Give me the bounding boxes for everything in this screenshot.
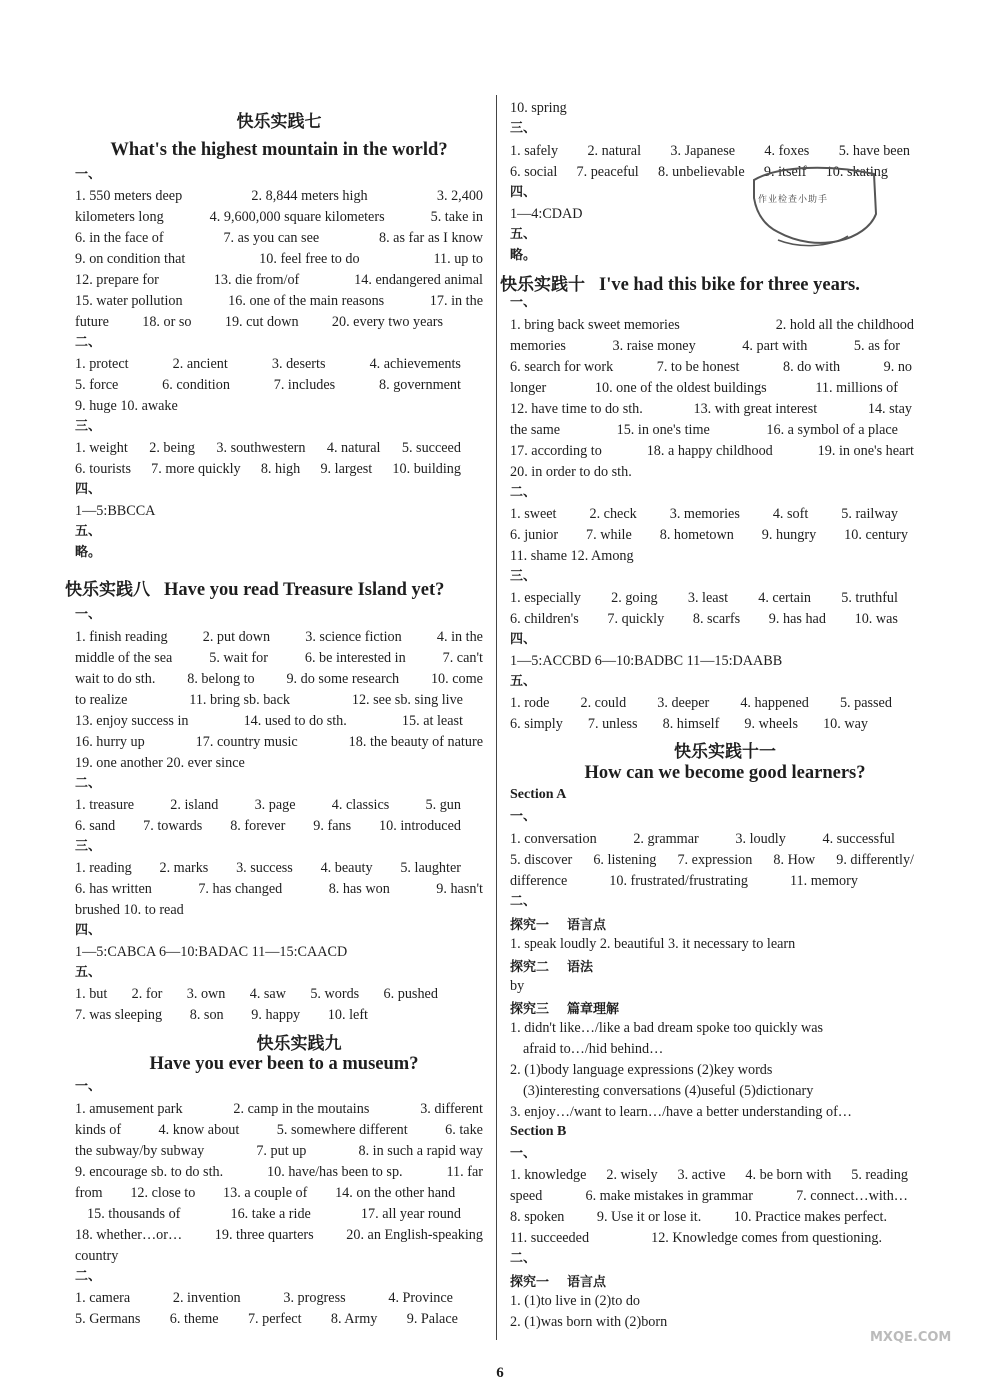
section-label: 一、 (75, 607, 102, 622)
answer-line: 15. thousands of 16. take a ride 17. all year round (87, 1206, 461, 1222)
answer-line: 1. reading 2. marks 3. success 4. beauty 5. laughter (75, 860, 461, 876)
answer-line: 1. conversation 2. grammar 3. loudly 4. successful (510, 831, 895, 847)
answer-line: 16. hurry up 17. country music 18. the beauty of nature (75, 734, 483, 750)
answer-line: 17. according to 18. a happy childhood 19. in one's heart (510, 443, 914, 459)
answer-line: 1. but 2. for 3. own 4. saw 5. words 6. pushed (75, 986, 438, 1002)
answer-line: speed 6. make mistakes in grammar 7. connect…with… (510, 1188, 908, 1204)
answer-line: 12. prepare for 13. die from/of 14. endangered animal (75, 272, 483, 288)
answer-line: by (510, 978, 525, 994)
section-label: 一、 (510, 295, 537, 310)
practice11-cn-title: 快乐实践十一 (674, 742, 776, 762)
practice9-cn-title: 快乐实践九 (256, 1034, 342, 1054)
answer-line: the same 15. in one's time 16. a symbol of a place (510, 422, 898, 438)
answer-line: 19. one another 20. ever since (75, 755, 245, 771)
answer-line: 11. succeeded 12. Knowledge comes from questioning. (510, 1230, 882, 1246)
explore2-heading: 探究二 语法 (510, 960, 594, 975)
section-label: 二、 (510, 485, 537, 500)
practice9-en-title: Have you ever been to a museum? (149, 1054, 419, 1074)
answer-line: 3. enjoy…/want to learn…/have a better understanding of… (510, 1104, 852, 1120)
answer-line: to realize 11. bring sb. back 12. see sb. sing live (75, 692, 463, 708)
answer-line: 6. has written 7. has changed 8. has won 9. hasn't (75, 881, 483, 897)
answer-line: 10. spring (510, 100, 567, 116)
section-label: 二、 (75, 335, 102, 350)
answer-line: 1. 550 meters deep 2. 8,844 meters high 3. 2,400 (75, 188, 483, 204)
section-label: 三、 (510, 569, 537, 584)
section-label: 三、 (75, 839, 102, 854)
answer-line: middle of the sea 5. wait for 6. be interested in 7. can't (75, 650, 483, 666)
explore3-heading: 探究三 篇章理解 (510, 1002, 620, 1017)
answer-line: 1. sweet 2. check 3. memories 4. soft 5. railway (510, 506, 898, 522)
answer-line: 5. force 6. condition 7. includes 8. government (75, 377, 461, 393)
answer-line: wait to do sth. 8. belong to 9. do some research 10. come (75, 671, 483, 687)
answer-line: 1—5:CABCA 6—10:BADAC 11—15:CAACD (75, 944, 348, 960)
answer-line: 1—5:ACCBD 6—10:BADBC 11—15:DAABB (510, 653, 783, 669)
practice10-en-title: I've had this bike for three years. (599, 275, 860, 295)
explore1-heading: 探究一 语言点 (510, 1275, 607, 1290)
answer-line: 1. finish reading 2. put down 3. science fiction 4. in the (75, 629, 483, 645)
answer-line: 1. protect 2. ancient 3. deserts 4. achievements (75, 356, 461, 372)
section-label: 一、 (510, 809, 537, 824)
answer-line: 5. Germans 6. theme 7. perfect 8. Army 9. Palace (75, 1311, 458, 1327)
watermark-logo: MXQE.COM (870, 1330, 952, 1345)
answer-line: 1. amusement park 2. camp in the moutains 3. different (75, 1101, 483, 1117)
stamp-label: 作业检查小助手 (758, 195, 829, 205)
section-label: 五、 (75, 965, 102, 980)
answer-line: 1. weight 2. being 3. southwestern 4. natural 5. succeed (75, 440, 461, 456)
answer-line: (3)interesting conversations (4)useful (5)dictionary (523, 1083, 814, 1099)
section-label: 二、 (75, 776, 102, 791)
answer-line: 6. simply 7. unless 8. himself 9. wheels 10. way (510, 716, 868, 732)
section-label: 三、 (510, 121, 537, 136)
answer-line: 1—4:CDAD (510, 206, 583, 222)
answer-line: memories 3. raise money 4. part with 5. as for (510, 338, 900, 354)
section-label: 二、 (510, 1251, 537, 1266)
answer-line: afraid to…/hid behind… (523, 1041, 664, 1057)
answer-line: 15. water pollution 16. one of the main reasons 17. in the (75, 293, 483, 309)
checker-stamp (748, 144, 880, 256)
answer-line: longer 10. one of the oldest buildings 11. millions of (510, 380, 898, 396)
answer-line: 6. junior 7. while 8. hometown 9. hungry 10. century (510, 527, 908, 543)
explore1-heading: 探究一 语言点 (510, 918, 607, 933)
answer-line: 18. whether…or… 19. three quarters 20. an English-speaking (75, 1227, 483, 1243)
answer-line: 1. bring back sweet memories 2. hold all the childhood (510, 317, 914, 333)
section-label: 五、 (75, 524, 102, 539)
answer-line: 7. was sleeping 8. son 9. happy 10. left (75, 1007, 368, 1023)
answer-line: difference 10. frustrated/frustrating 11. memory (510, 873, 858, 889)
answer-line: 11. shame 12. Among (510, 548, 634, 564)
answer-line: 9. on condition that 10. feel free to do 11. up to (75, 251, 483, 267)
answer-line: 13. enjoy success in 14. used to do sth. 15. at least (75, 713, 463, 729)
omitted-note: 略。 (510, 248, 537, 263)
answer-line: 20. in order to do sth. (510, 464, 632, 480)
section-label: 一、 (510, 1146, 537, 1161)
practice10-header (500, 270, 920, 296)
practice7-en-title: What's the highest mountain in the world? (110, 140, 448, 160)
answer-line: country (75, 1248, 119, 1264)
section-label: 四、 (75, 923, 102, 938)
section-label: 一、 (75, 167, 102, 182)
answer-line: brushed 10. to read (75, 902, 184, 918)
section-label: 二、 (75, 1269, 102, 1284)
practice8-cn-title: 快乐实践八 (65, 580, 150, 600)
answer-line: future 18. or so 19. cut down 20. every two years (75, 314, 443, 330)
answer-line: 2. (1)body language expressions (2)key words (510, 1062, 773, 1078)
answer-line: 1. speak loudly 2. beautiful 3. it necessary to learn (510, 936, 796, 952)
answer-line: 6. search for work 7. to be honest 8. do with 9. no (510, 359, 912, 375)
answer-line: 2. (1)was born with (2)born (510, 1314, 668, 1330)
practice8-en-title: Have you read Treasure Island yet? (164, 580, 445, 600)
section-label: 三、 (75, 419, 102, 434)
answer-line: the subway/by subway 7. put up 8. in such a rapid way (75, 1143, 483, 1159)
answer-line: 9. encourage sb. to do sth. 10. have/has been to sp. 11. far (75, 1164, 483, 1180)
answer-line: 1. knowledge 2. wisely 3. active 4. be born with 5. reading (510, 1167, 908, 1183)
answer-line: 1. camera 2. invention 3. progress 4. Province (75, 1290, 453, 1306)
answer-line: 9. huge 10. awake (75, 398, 178, 414)
section-label: 五、 (510, 674, 537, 689)
section-label: 四、 (75, 482, 102, 497)
column-divider (496, 95, 497, 1340)
answer-line: 5. discover 6. listening 7. expression 8. How 9. differently/ (510, 852, 914, 868)
page-number: 6 (496, 1365, 504, 1381)
practice8-header (65, 575, 483, 601)
answer-line: 1. rode 2. could 3. deeper 4. happened 5. passed (510, 695, 892, 711)
omitted-note: 略。 (75, 545, 102, 560)
answer-line: 1. treasure 2. island 3. page 4. classics 5. gun (75, 797, 461, 813)
section-label: 四、 (510, 632, 537, 647)
answer-line: 1. especially 2. going 3. least 4. certain 5. truthful (510, 590, 898, 606)
answer-line: 1. (1)to live in (2)to do (510, 1293, 641, 1309)
answer-line: kinds of 4. know about 5. somewhere different 6. take (75, 1122, 483, 1138)
answer-line: kilometers long 4. 9,600,000 square kilometers 5. take in (75, 209, 483, 225)
answer-line: from 12. close to 13. a couple of 14. on the other hand (75, 1185, 456, 1201)
answer-line: 6. sand 7. towards 8. forever 9. fans 10. introduced (75, 818, 461, 834)
answer-line: 6. children's 7. quickly 8. scarfs 9. has had 10. was (510, 611, 898, 627)
answer-line: 8. spoken 9. Use it or lose it. 10. Practice makes perfect. (510, 1209, 887, 1225)
answer-line: 1—5:BBCCA (75, 503, 156, 519)
answer-line: 6. tourists 7. more quickly 8. high 9. largest 10. building (75, 461, 461, 477)
practice7-cn-title: 快乐实践七 (236, 112, 322, 132)
answer-line: 1. safely 2. natural 3. Japanese 4. foxes 5. have been (510, 143, 910, 159)
answer-line: 1. didn't like…/like a bad dream spoke too quickly was (510, 1020, 824, 1036)
answer-line: 6. social 7. peaceful 8. unbelievable 9. itself 10. skating (510, 164, 888, 180)
section-b-heading: Section B (510, 1124, 567, 1139)
practice11-en-title: How can we become good learners? (584, 763, 866, 783)
answer-line: 12. have time to do sth. 13. with great interest 14. stay (510, 401, 912, 417)
section-a-heading: Section A (510, 787, 567, 802)
section-label: 四、 (510, 185, 537, 200)
section-label: 五、 (510, 227, 537, 242)
practice10-cn-title: 快乐实践十 (500, 275, 585, 295)
section-label: 一、 (75, 1079, 102, 1094)
section-label: 二、 (510, 894, 537, 909)
answer-line: 6. in the face of 7. as you can see 8. as far as I know (75, 230, 483, 246)
